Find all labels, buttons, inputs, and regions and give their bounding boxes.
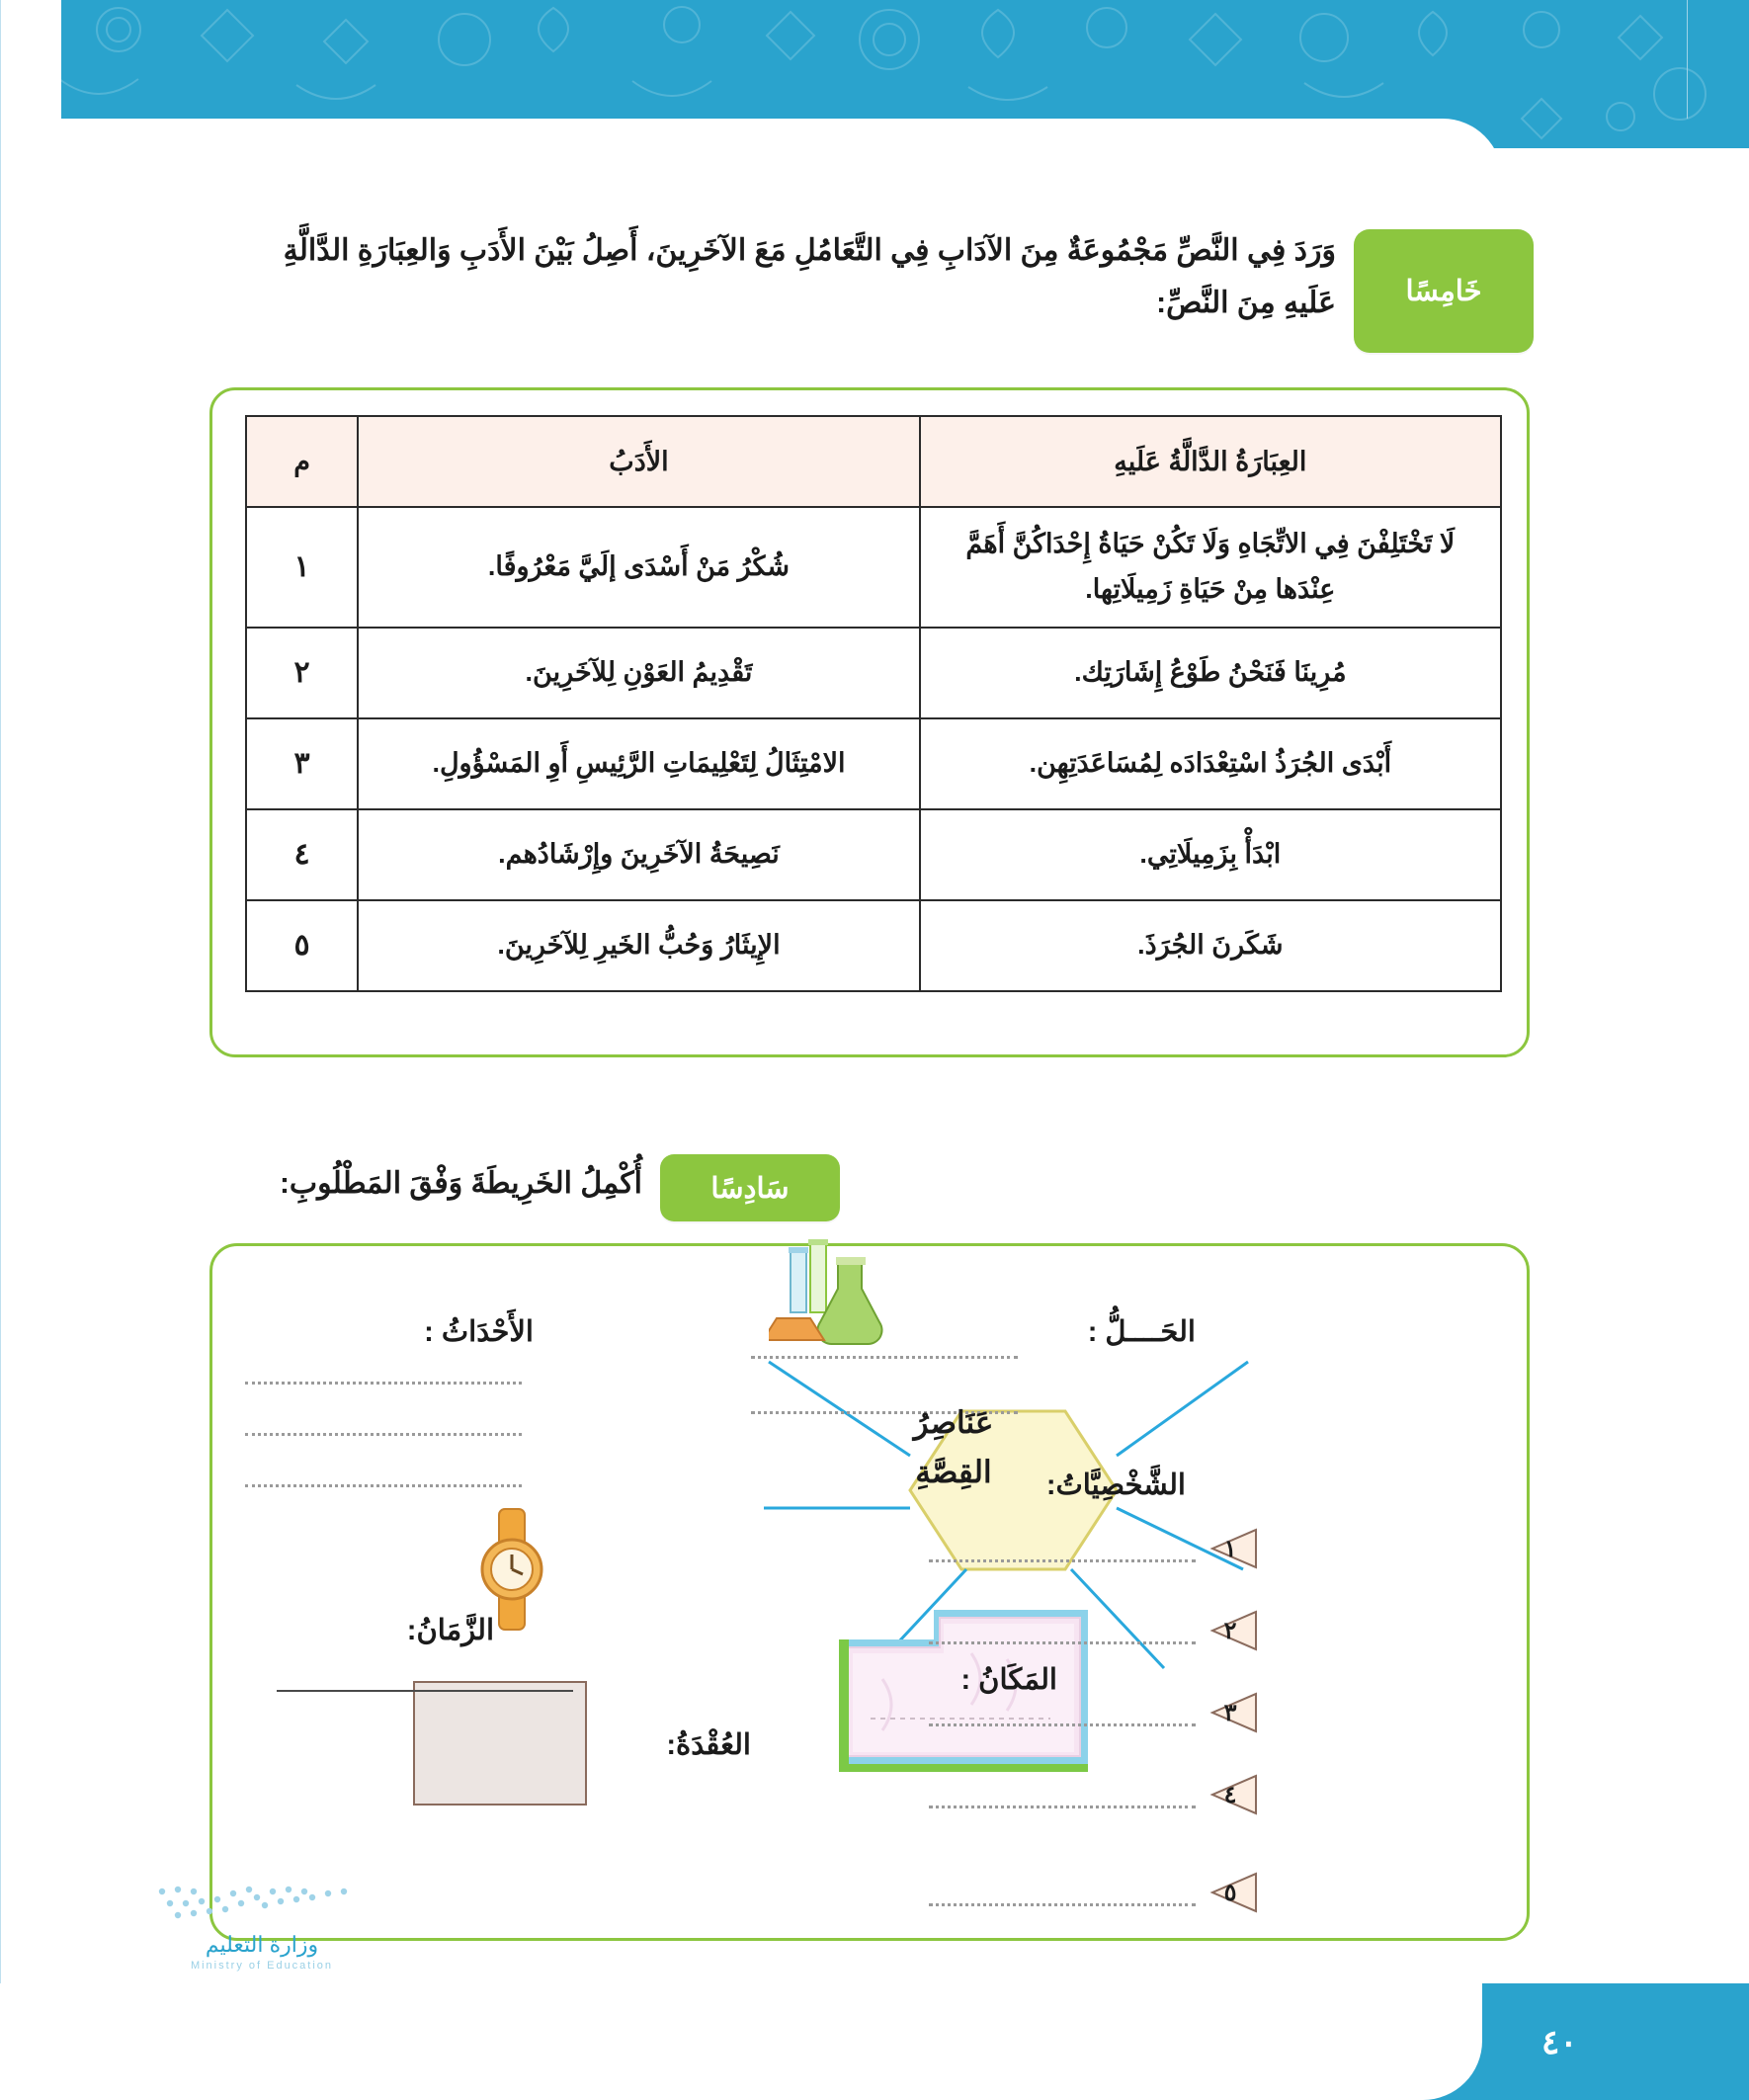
section-five-prompt: وَرَدَ فِي النَّصِّ مَجْمُوعَةٌ مِنَ الآدَابِ فِي التَّعَامُلِ مَعَ الآخَرِينَ، أَصِلُ بَيْنَ الأَدَبِ وَالعِبَارَةِ الدَّالَّةِ عَلَيهِ مِنَ النَّصِّ:: [283, 234, 1336, 319]
footer-left-margin: [0, 1983, 61, 2100]
header-white-cut: [0, 119, 1502, 148]
table-row: [246, 809, 1501, 900]
cell-adab: الإِيثَارُ وَحُبُّ الخَيرِ لِلآخَرِينَ.: [358, 900, 919, 991]
cell-number: ٤: [246, 809, 358, 900]
events-answer-line-2: [245, 1433, 522, 1436]
table-row: [246, 718, 1501, 809]
table-header-row: [246, 416, 1501, 507]
map-center-line1: عَنَاصِرُ: [913, 1405, 994, 1440]
story-elements-map: [215, 1243, 1530, 1935]
ministry-name-ar: وزارة التعليم: [205, 1932, 319, 1957]
crop-mark-left: [0, 0, 1, 2100]
character-marker-5: [1207, 1868, 1260, 1917]
character-marker-4: [1207, 1770, 1260, 1819]
map-label-solution: الحَــــلُّ :: [1087, 1316, 1196, 1348]
character-number-5: ٥: [1223, 1879, 1237, 1906]
cell-number: ١: [246, 507, 358, 628]
table-row: [246, 507, 1501, 628]
section-five-label: خَامِسًا: [1354, 229, 1534, 353]
map-center-label: [840, 1398, 1067, 1496]
character-number-3: ٣: [1223, 1699, 1237, 1726]
character-number-2: ٢: [1223, 1617, 1237, 1644]
events-answer-line-1: [245, 1382, 522, 1385]
map-label-time: الزَّمَانُ:: [406, 1615, 494, 1646]
cell-adab: تَقْدِيمُ العَوْنِ لِلآخَرِينَ.: [358, 628, 919, 718]
section-six-prompt: أُكْمِلُ الخَرِيطَةَ وَفْقَ المَطْلُوبِ:: [279, 1167, 642, 1200]
header-ibara: العِبَارَةُ الدَّالَّةُ عَلَيهِ: [920, 416, 1501, 507]
cell-adab: الامْتِثَالُ لِتَعْلِيمَاتِ الرَّئِيسِ أَوِ المَسْؤُولِ.: [358, 718, 919, 809]
footer-white-cut: [0, 1983, 1482, 2100]
cell-ibara: شَكَرنَ الجُرَذَ.: [920, 900, 1501, 991]
character-marker-2: [1207, 1606, 1260, 1655]
cell-number: ٢: [246, 628, 358, 718]
section-six-label: سَادِسًا: [660, 1154, 840, 1221]
ministry-name-en: Ministry of Education: [190, 1960, 334, 1972]
lab-flasks-icon: [769, 1233, 897, 1352]
page-number: ٤٠: [1541, 2024, 1578, 2061]
cell-adab: نَصِيحَةُ الآخَرِينَ وإِرْشَادُهم.: [358, 809, 919, 900]
character-line-2: [929, 1641, 1196, 1644]
cell-ibara: أَبْدَى الجُرَذُ اسْتِعْدَادَه لِمُسَاعَدَتِهِن.: [920, 718, 1501, 809]
character-marker-3: [1207, 1688, 1260, 1737]
cell-ibara: لَا تَخْتَلِفْنَ فِي الاتِّجَاهِ وَلَا تَكُنْ حَيَاةُ إِحْدَاكُنَّ أَهَمَّ عِنْدَها مِنْ حَيَاةِ زَمِيلَاتِها.: [920, 507, 1501, 628]
map-label-knot: العُقْدَةُ:: [666, 1729, 751, 1761]
header-num: م: [246, 416, 358, 507]
events-answer-line-3: [245, 1484, 522, 1487]
character-line-5: [929, 1903, 1196, 1906]
character-line-1: [929, 1559, 1196, 1562]
header-left-margin: [0, 0, 61, 148]
character-number-4: ٤: [1223, 1781, 1237, 1808]
solution-answer-line-1: [751, 1356, 1018, 1359]
map-label-place: المَكَانُ :: [960, 1664, 1057, 1696]
cell-adab: شُكْرُ مَنْ أَسْدَى إلَيَّ مَعْرُوفًا.: [358, 507, 919, 628]
table-row: [246, 628, 1501, 718]
cell-number: ٣: [246, 718, 358, 809]
map-label-events: الأَحْدَاثُ :: [424, 1316, 534, 1348]
cell-ibara: ابْدَأْ بِزَمِيلَاتِي.: [920, 809, 1501, 900]
header-decorative-band: [0, 0, 1749, 148]
cell-ibara: مُرِينَا فَنَحْنُ طَوْعُ إِشَارَتِك.: [920, 628, 1501, 718]
time-answer-line: [277, 1690, 573, 1692]
header-adab: الأَدَبُ: [358, 416, 919, 507]
ministry-dots-icon: [148, 1880, 375, 1923]
adab-table: [245, 415, 1502, 992]
character-line-3: [929, 1723, 1196, 1726]
character-line-4: [929, 1806, 1196, 1808]
character-marker-1: [1207, 1524, 1260, 1573]
crop-mark-right: [1687, 0, 1688, 119]
character-number-1: ١: [1223, 1535, 1237, 1562]
empty-box-icon: [413, 1681, 587, 1806]
table-row: [246, 900, 1501, 991]
map-center-line2: القِصَّةِ: [915, 1454, 992, 1489]
ministry-logo: [148, 1880, 375, 1972]
cell-number: ٥: [246, 900, 358, 991]
map-label-characters: الشَّخْصِيَّاتُ:: [1045, 1470, 1186, 1501]
